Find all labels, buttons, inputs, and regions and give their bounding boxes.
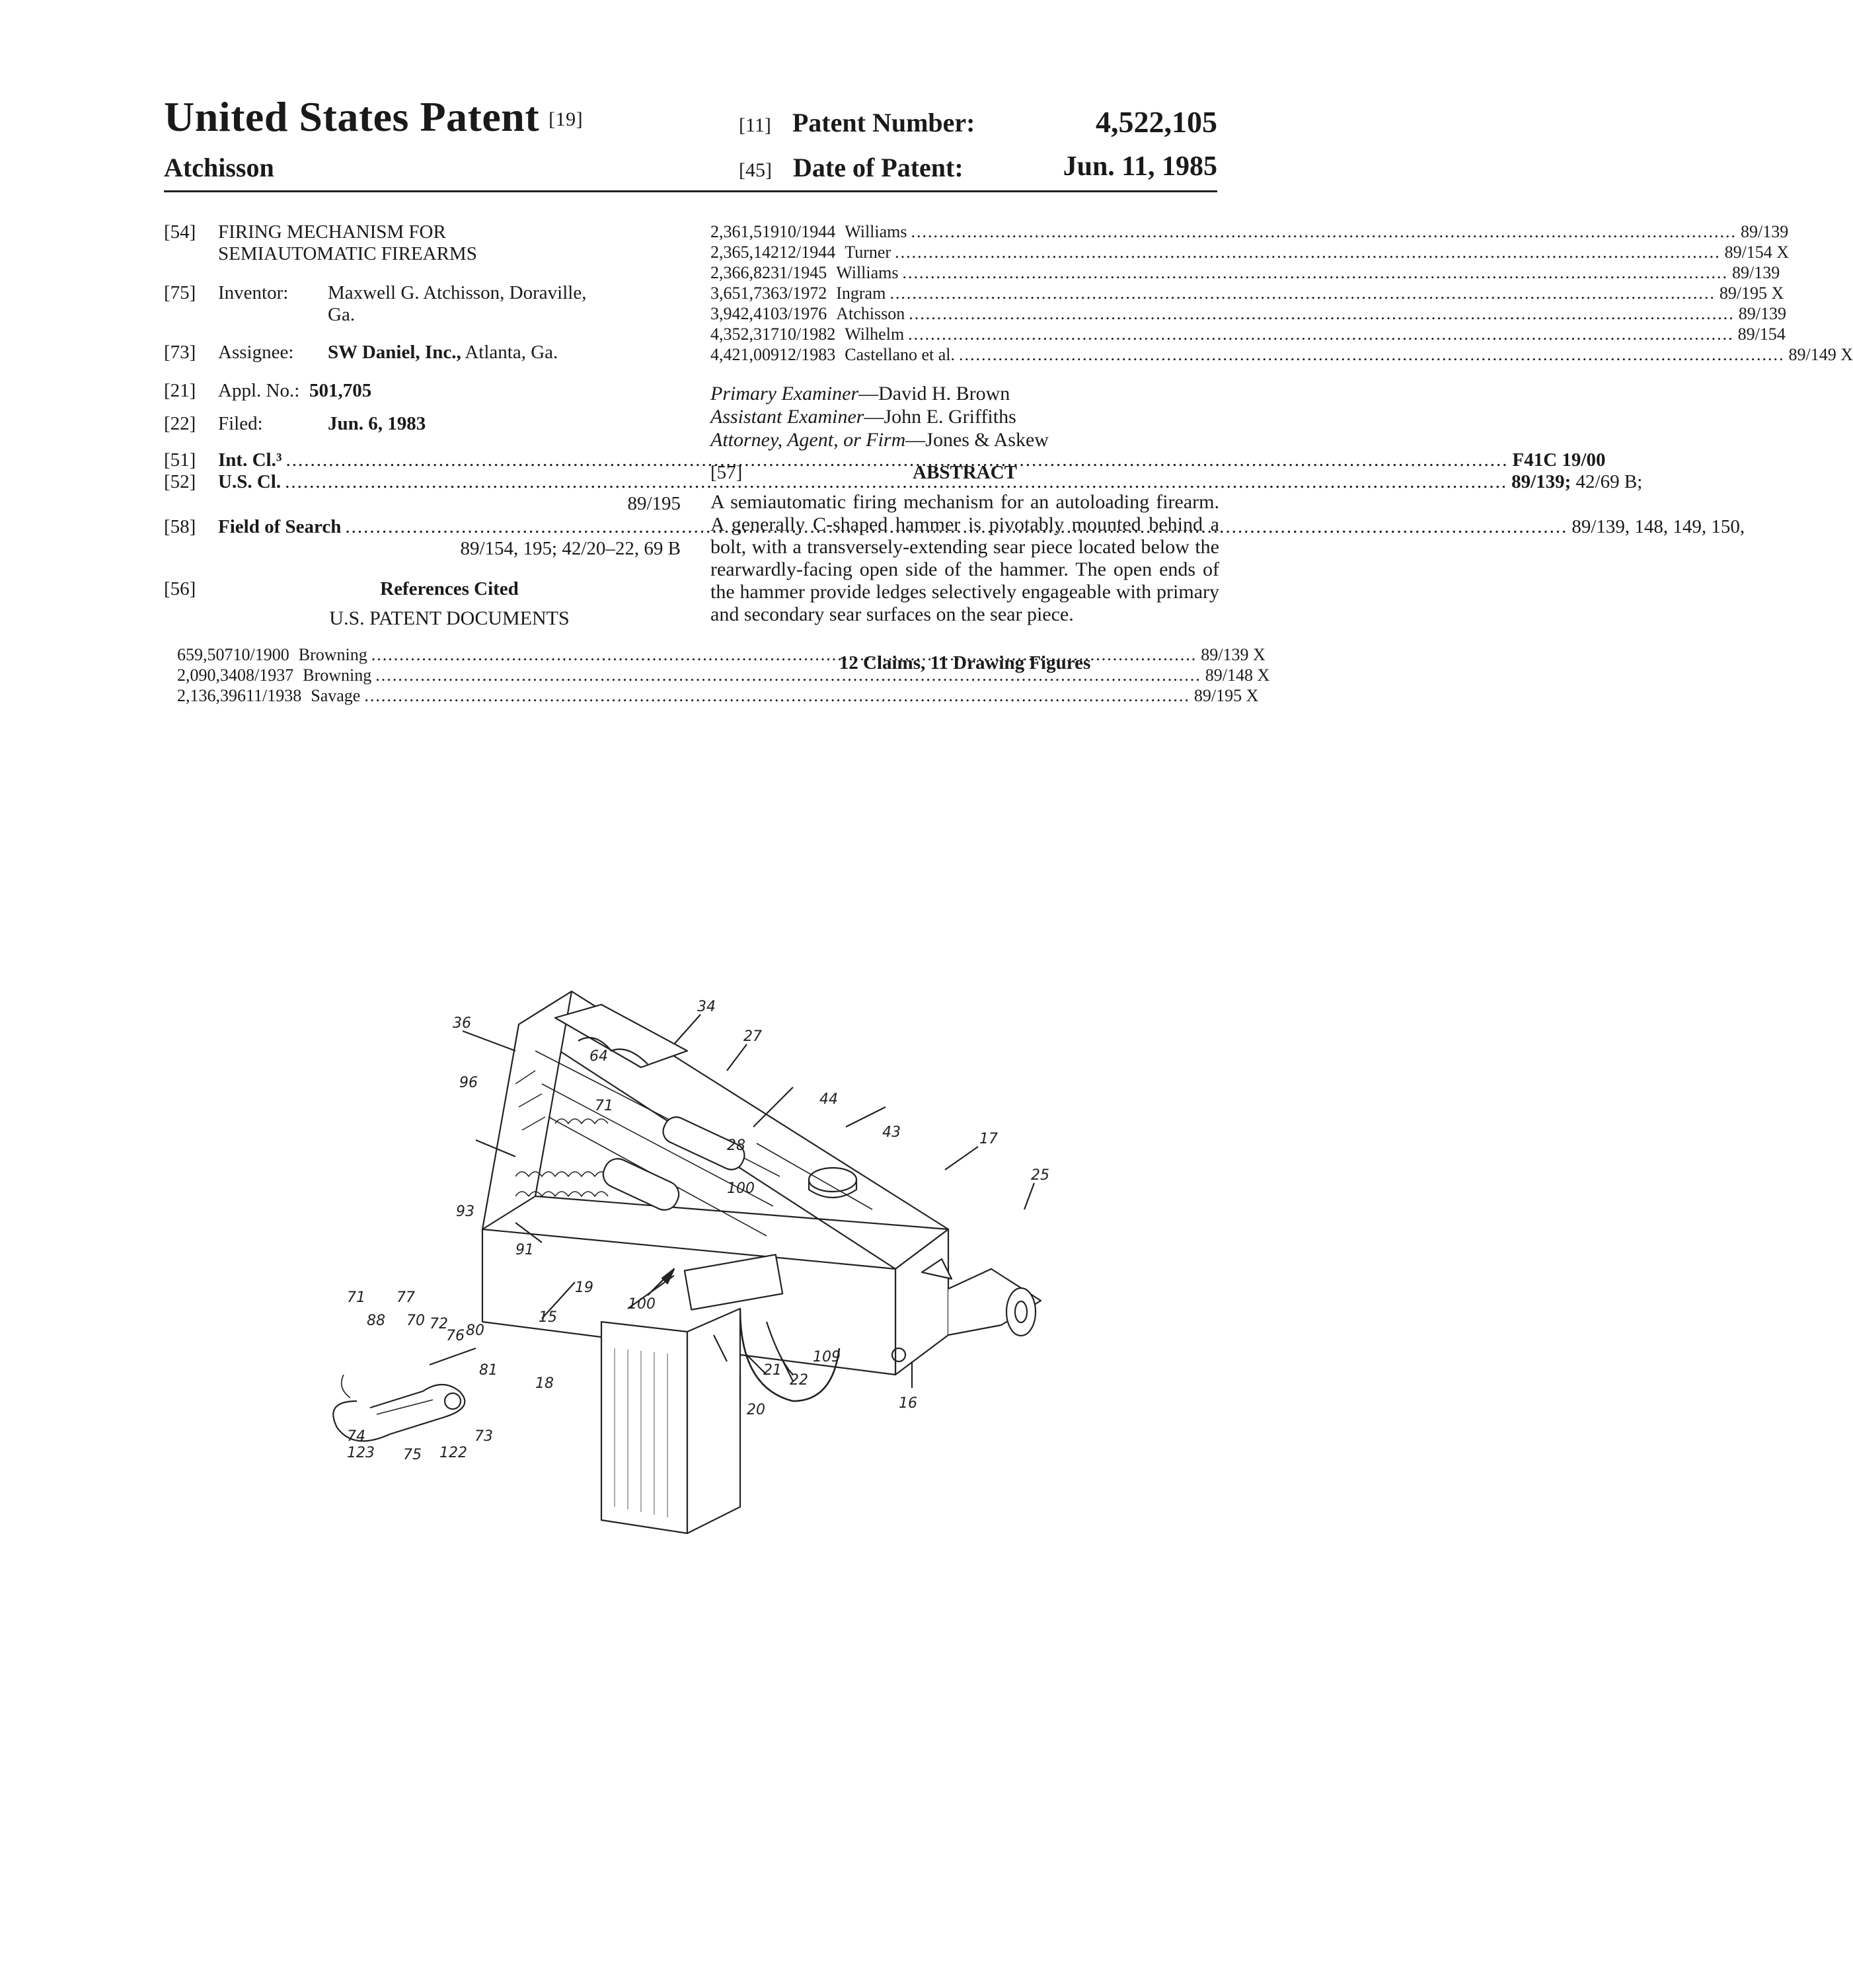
leader-dots — [895, 242, 1721, 262]
search-row — [218, 516, 1745, 538]
reference-name-cell — [836, 283, 1720, 303]
reference-class: 89/139 — [1738, 304, 1786, 323]
assignee-label: Assignee: — [218, 342, 294, 363]
primary-examiner-label: Primary Examiner — [710, 383, 859, 404]
reference-name: Atchisson — [836, 304, 905, 323]
inventor-surname: Atchisson — [164, 153, 274, 182]
leader-dots — [909, 303, 1735, 324]
reference-row — [710, 242, 1790, 262]
reference-class: 89/154 X — [1724, 243, 1790, 262]
reference-class: 89/154 — [1737, 325, 1786, 344]
abstract-title: ABSTRACT — [913, 462, 1017, 483]
abstract-heading-row — [710, 462, 1219, 488]
reference-date: 11/1938 — [246, 686, 302, 705]
leader-dots — [911, 221, 1737, 242]
field-code: [54] — [164, 221, 196, 243]
filed-date: Jun. 6, 1983 — [328, 413, 426, 434]
patent-number: 4,522,105 — [1096, 105, 1217, 139]
ref-15: 15 — [539, 1309, 557, 1326]
ref-73: 73 — [474, 1428, 493, 1445]
reference-class: 89/195 X — [1719, 284, 1784, 303]
reference-name: Wilhelm — [845, 325, 905, 344]
reference-name-cell — [845, 221, 1741, 242]
ref-88: 88 — [367, 1313, 385, 1329]
appl-code: [21] — [164, 380, 196, 401]
header-rule — [164, 190, 1217, 192]
attorney-name: —Jones & Askew — [905, 429, 1049, 451]
ref-21: 21 — [763, 1362, 782, 1379]
reference-row — [177, 685, 1259, 706]
reference-name-cell — [845, 242, 1724, 262]
leader-dots — [364, 685, 1190, 706]
ref-34: 34 — [697, 999, 716, 1015]
ref-93: 93 — [456, 1204, 474, 1220]
reference-name-cell — [836, 303, 1739, 324]
reference-name: Castellano et al. — [845, 345, 956, 364]
assignee-code: [73] — [164, 342, 196, 363]
intcl-row — [218, 449, 1606, 471]
inventor-label: Inventor: — [218, 282, 289, 303]
invention-title-line2: SEMIAUTOMATIC FIREARMS — [218, 243, 477, 264]
ref-25: 25 — [1031, 1167, 1049, 1184]
reference-number: 3,942,410 — [710, 304, 779, 323]
refs-code: [56] — [164, 578, 196, 599]
us-patent-documents-heading: U.S. PATENT DOCUMENTS — [329, 607, 570, 629]
reference-class: 89/139 X — [1201, 645, 1266, 664]
ref-76: 76 — [446, 1328, 465, 1344]
ref-70: 70 — [406, 1313, 425, 1329]
search-label: Field of Search — [218, 516, 342, 537]
reference-number: 3,651,736 — [710, 284, 779, 303]
ref-100: 100 — [727, 1180, 755, 1197]
leader-dots — [889, 283, 1716, 303]
assistant-examiner — [710, 405, 1219, 428]
uscl-value: 89/139; — [1511, 471, 1571, 492]
reference-number: 4,421,009 — [710, 345, 779, 364]
reference-date: 3/1972 — [779, 284, 827, 303]
ref-72: 72 — [430, 1316, 448, 1332]
abstract-code: [57] — [710, 462, 743, 483]
ref-81: 81 — [479, 1362, 498, 1379]
ref-28: 28 — [727, 1137, 745, 1154]
assignee-name: SW Daniel, Inc., — [328, 342, 461, 363]
date-code: [45] — [739, 159, 772, 181]
assignee-place: Atlanta, Ga. — [461, 342, 558, 363]
reference-number: 2,136,396 — [177, 686, 246, 705]
assistant-examiner-label: Assistant Examiner — [710, 406, 864, 428]
title-code: [19] — [548, 108, 584, 130]
abstract-text: A semiautomatic firing mechanism for an autoloading firearm. A generally C-shaped hammer is pivotably mounted behind a bolt, with a transversely-extending sear piece located below the rearwardly-facing open side of the hammer. The open ends of the hammer provide ledges selectively engageable with primary and secondary sear surfaces on the sear piece. — [710, 491, 1219, 625]
ref-64: 64 — [589, 1048, 608, 1065]
filed-code: [22] — [164, 413, 196, 434]
ref-96: 96 — [459, 1075, 478, 1091]
assistant-examiner-name: —John E. Griffiths — [864, 406, 1016, 428]
reference-name-cell — [845, 344, 1788, 365]
attorney-label: Attorney, Agent, or Firm — [710, 429, 906, 451]
ref-19: 19 — [575, 1280, 593, 1296]
search-line2: 89/154, 195; 42/20–22, 69 B — [460, 538, 681, 559]
intcl-code: [51] — [164, 449, 196, 471]
leader-dots — [908, 324, 1734, 344]
examiners-block — [710, 382, 1219, 451]
reference-date: 3/1976 — [779, 304, 827, 323]
reference-row — [710, 283, 1784, 303]
appl-number: 501,705 — [309, 380, 372, 401]
primary-examiner-name: —David H. Brown — [858, 383, 1010, 404]
patent-drawing — [317, 978, 1097, 1494]
patent-type: United States Patent — [164, 93, 540, 140]
reference-date: 10/1982 — [779, 325, 836, 344]
references-right-list — [710, 221, 1853, 365]
primary-examiner — [710, 382, 1219, 405]
reference-name-cell — [845, 324, 1737, 344]
inventor-name-line2: Ga. — [328, 304, 356, 325]
ref-71: 71 — [595, 1098, 613, 1114]
reference-row — [710, 303, 1786, 324]
reference-date: 12/1983 — [779, 345, 836, 364]
reference-class: 89/148 X — [1205, 666, 1270, 685]
ref-122: 122 — [439, 1445, 467, 1461]
reference-name: Savage — [311, 686, 361, 705]
reference-name: Browning — [303, 666, 372, 685]
uscl-code: [52] — [164, 471, 196, 492]
intcl-value: F41C 19/00 — [1512, 449, 1606, 471]
reference-class: 89/149 X — [1788, 345, 1853, 364]
reference-date: 12/1944 — [779, 243, 836, 262]
reference-name: Williams — [845, 222, 907, 241]
invention-title-line1: FIRING MECHANISM FOR — [218, 221, 446, 243]
ref-71b: 71 — [347, 1289, 365, 1306]
date-row — [739, 152, 964, 183]
reference-date: 10/1900 — [233, 645, 289, 664]
ref-74: 74 — [347, 1428, 365, 1445]
ref-80: 80 — [466, 1322, 484, 1339]
ref-77: 77 — [397, 1289, 415, 1306]
reference-date: 1/1945 — [779, 263, 827, 282]
ref-91: 91 — [515, 1242, 534, 1258]
reference-date: 10/1944 — [779, 222, 836, 241]
inventor-field — [164, 282, 222, 304]
uscl-label: U.S. Cl. — [218, 471, 282, 492]
reference-number: 4,352,317 — [710, 325, 779, 344]
reference-name: Browning — [298, 645, 367, 664]
reference-name: Turner — [845, 243, 891, 262]
reference-class: 89/195 X — [1193, 686, 1259, 705]
reference-row — [710, 221, 1789, 242]
reference-date: 8/1937 — [246, 666, 294, 685]
patent-header-title — [164, 93, 583, 141]
reference-class: 89/139 — [1741, 222, 1789, 241]
ref-36: 36 — [453, 1015, 471, 1032]
reference-number: 2,365,142 — [710, 243, 779, 262]
reference-name: Williams — [836, 263, 899, 282]
ref-27: 27 — [743, 1028, 762, 1045]
uscl-line2: 89/195 — [627, 493, 681, 514]
references-cited-heading: References Cited — [380, 578, 519, 599]
ref-109: 109 — [813, 1349, 841, 1365]
reference-number: 2,090,340 — [177, 666, 246, 685]
appl-label: Appl. No.: — [218, 380, 300, 401]
pistol-grip — [601, 1309, 740, 1533]
ref-18: 18 — [535, 1375, 554, 1392]
reference-row — [177, 665, 1270, 685]
ref-43: 43 — [882, 1124, 901, 1141]
ref-75: 75 — [403, 1447, 422, 1463]
patent-number-label: Patent Number: — [792, 108, 975, 137]
reference-row — [710, 344, 1853, 365]
reference-name: Ingram — [836, 284, 886, 303]
reference-name-cell — [836, 262, 1732, 283]
reference-number: 659,507 — [177, 645, 233, 664]
uscl-value-rest: 42/69 B; — [1571, 471, 1643, 492]
inventor-name-line1: Maxwell G. Atchisson, Doraville, — [328, 282, 587, 303]
ref-44: 44 — [819, 1091, 838, 1108]
reference-number: 2,361,519 — [710, 222, 779, 241]
reference-row — [710, 262, 1780, 283]
barrel — [948, 1269, 1041, 1336]
ref-17: 17 — [979, 1131, 998, 1147]
ref-22: 22 — [790, 1372, 808, 1389]
ref-123: 123 — [347, 1445, 375, 1461]
patent-date: Jun. 11, 1985 — [1063, 151, 1217, 182]
inventor-value — [328, 282, 586, 326]
attorney — [710, 428, 1219, 451]
claims-summary: 12 Claims, 11 Drawing Figures — [839, 652, 1091, 673]
filed-label: Filed: — [218, 413, 263, 434]
leader-dots — [959, 344, 1785, 365]
patent-number-row — [739, 107, 975, 138]
ref-100b: 100 — [628, 1296, 656, 1313]
reference-class: 89/139 — [1732, 263, 1780, 282]
field-code: [75] — [164, 282, 196, 303]
assignee-value — [328, 342, 558, 363]
ref-20: 20 — [747, 1402, 765, 1418]
patent-number-code: [11] — [739, 114, 771, 136]
invention-title — [218, 221, 477, 265]
leader-dots — [903, 262, 1729, 283]
search-code: [58] — [164, 516, 196, 537]
title-field — [164, 221, 222, 243]
reference-row — [710, 324, 1786, 344]
ref-16: 16 — [899, 1395, 917, 1412]
intcl-label: Int. Cl.³ — [218, 449, 282, 471]
search-value: 89/139, 148, 149, 150, — [1571, 516, 1745, 537]
reference-name-cell — [311, 685, 1194, 706]
date-label: Date of Patent: — [792, 153, 964, 182]
reference-number: 2,366,823 — [710, 263, 779, 282]
